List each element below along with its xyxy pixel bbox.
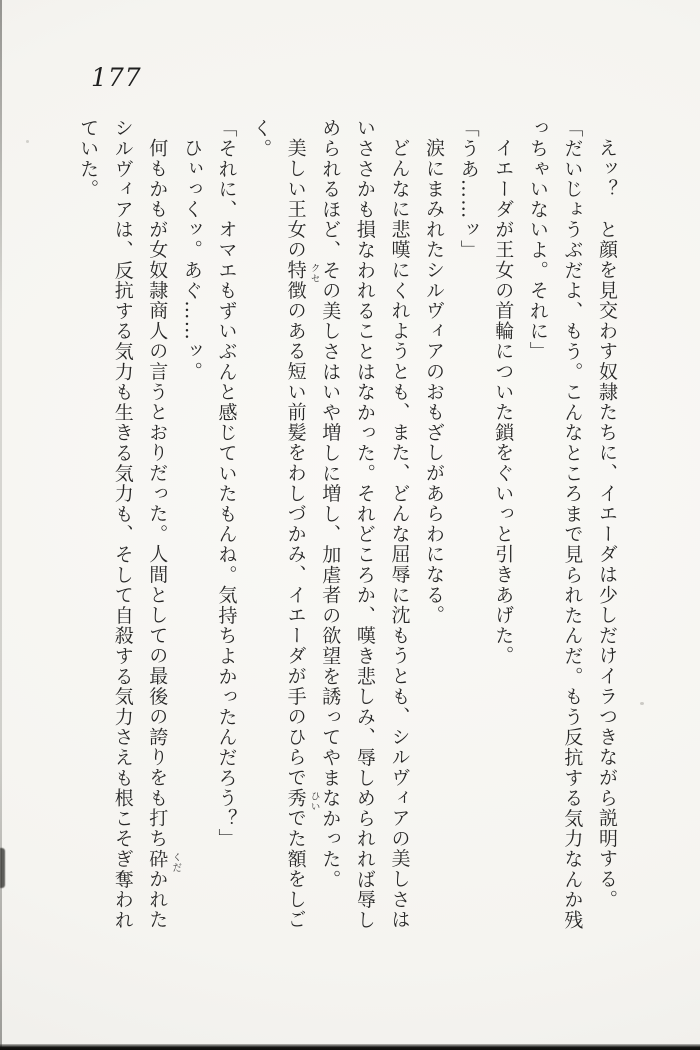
ruby-annotated-word: 秀 ひい (284, 787, 320, 812)
text-line-13: ひぃっくッ。あぐ……ッ。 (180, 138, 203, 382)
ruby-annotated-word: 特徴 クセ (284, 260, 320, 301)
text-line-5: 「うあ……ッ」 (457, 118, 480, 261)
text-line-9: められるほど、その美しさはいや増しに増し、加虐者の欲望を誘ってやまなかった。 (319, 118, 342, 890)
ruby-annotated-word: 砕 くだ (146, 848, 182, 873)
text-line-4: イエーダが王女の首輪についた鎖をぐいっと引きあげた。 (492, 138, 515, 667)
page-left-edge-shadow (0, 0, 2, 1050)
vertical-text-block (71, 118, 625, 936)
text-line-7: どんなに悲嘆にくれようとも、また、どんな屈辱に沈もうとも、シルヴィアの美しさは (388, 138, 411, 930)
text-line-12: 「それに、オマエもずいぶんと感じていたもんね。気持ちよかったんだろう？」 (215, 118, 238, 849)
text-line-8: いささかも損なわれることはなかった。それどころか、嘆き悲しみ、辱しめられれば辱し (353, 118, 376, 930)
text-line-15: シルヴィアは、反抗する気力も生きる気力も、そして自殺する気力さえも根こそぎ奪われ (111, 118, 134, 930)
page-number: 177 (91, 63, 142, 92)
text-line-2: 「だいじょうぶだよ、もう。こんなところまで見られたんだ。もう反抗する気力なんか残 (561, 118, 584, 930)
text-line-10: 美しい王女の特徴 クセ のある短い前髪をわしづかみ、イエーダが手のひらで秀 ひい でた額をしご (284, 138, 320, 931)
scan-edge-smudge (0, 848, 5, 888)
text-line-6: 涙にまみれたシルヴィアのおもざしがあらわになる。 (423, 138, 446, 626)
text-line-3: っちゃいないよ。それに」 (526, 118, 549, 362)
text-line-16: ていた。 (77, 118, 100, 200)
text-line-14: 何もかもが女奴隷商人の言うとおりだった。人間としての最後の誇りをも打ち砕 くだ かれた (146, 138, 182, 931)
text-line-11: く。 (250, 118, 273, 159)
text-line-1: えッ？ と顔を見交わす奴隷たちに、イエーダは少しだけイラつきながら説明する。 (596, 138, 618, 910)
scan-bottom-edge (0, 1044, 700, 1050)
scan-speck (640, 702, 644, 705)
scan-speck (26, 140, 29, 143)
